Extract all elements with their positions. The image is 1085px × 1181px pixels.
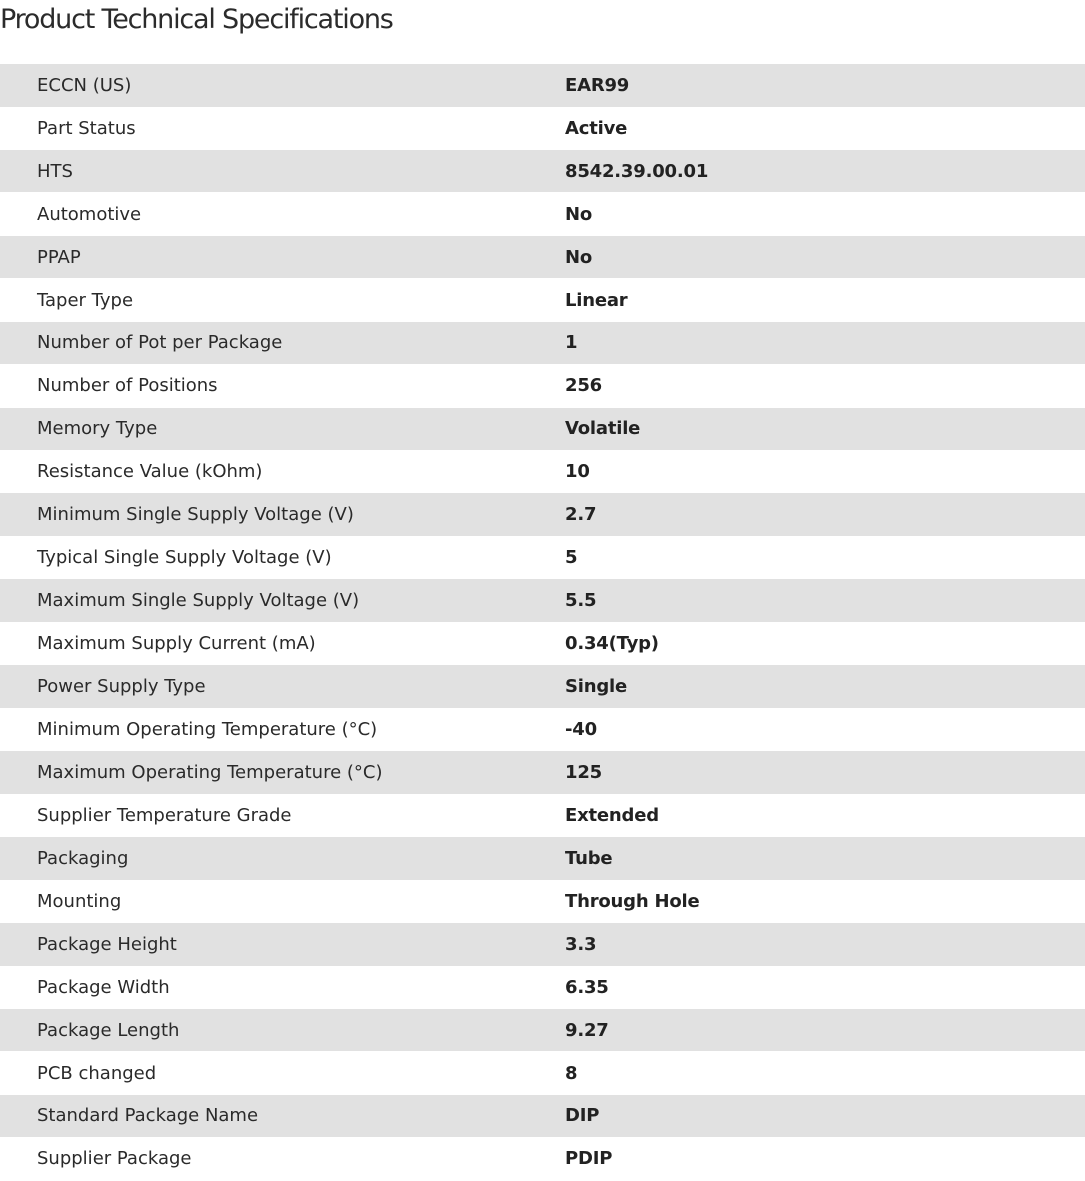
table-row: [0, 107, 1085, 150]
spec-label: PPAP: [0, 236, 565, 279]
spec-label: Mounting: [0, 880, 565, 923]
spec-value: 6.35: [565, 966, 1085, 1009]
spec-value: No: [565, 236, 1085, 279]
spec-value: -40: [565, 708, 1085, 751]
table-row: [0, 278, 1085, 321]
spec-label: Part Status: [0, 107, 565, 150]
spec-value: 3.3: [565, 923, 1085, 966]
specifications-table: [0, 64, 1085, 1181]
spec-value: No: [565, 192, 1085, 235]
table-row: [0, 1009, 1085, 1052]
specifications-table-body: [0, 64, 1085, 1181]
spec-label: Typical Single Supply Voltage (V): [0, 536, 565, 579]
spec-label: Packaging: [0, 837, 565, 880]
spec-label: HTS: [0, 150, 565, 193]
table-row: [0, 150, 1085, 193]
table-row: [0, 450, 1085, 493]
table-row: [0, 322, 1085, 365]
spec-label: Package Height: [0, 923, 565, 966]
spec-label: Minimum Single Supply Voltage (V): [0, 493, 565, 536]
spec-value: 5: [565, 536, 1085, 579]
spec-value: Tube: [565, 837, 1085, 880]
spec-value: Single: [565, 665, 1085, 708]
spec-label: Minimum Operating Temperature (°C): [0, 708, 565, 751]
spec-label: Standard Package Name: [0, 1095, 565, 1138]
spec-value: 9.27: [565, 1009, 1085, 1052]
spec-value: 256: [565, 364, 1085, 407]
table-row: [0, 364, 1085, 407]
table-row: [0, 1051, 1085, 1094]
spec-value: Linear: [565, 278, 1085, 321]
spec-value: 10: [565, 450, 1085, 493]
table-row: [0, 837, 1085, 880]
table-row: [0, 236, 1085, 279]
spec-label: Taper Type: [0, 278, 565, 321]
table-row: [0, 923, 1085, 966]
spec-label: Supplier Package: [0, 1137, 565, 1180]
table-row: [0, 1137, 1085, 1180]
table-row: [0, 408, 1085, 451]
spec-value: PDIP: [565, 1137, 1085, 1180]
spec-label: Maximum Supply Current (mA): [0, 622, 565, 665]
spec-label: ECCN (US): [0, 64, 565, 107]
spec-label: Package Length: [0, 1009, 565, 1052]
table-row: [0, 192, 1085, 235]
table-row: [0, 579, 1085, 622]
spec-label: Supplier Temperature Grade: [0, 794, 565, 837]
spec-value: 1: [565, 322, 1085, 365]
table-row: [0, 536, 1085, 579]
spec-value: 8: [565, 1051, 1085, 1094]
spec-value: 8542.39.00.01: [565, 150, 1085, 193]
spec-label: Maximum Operating Temperature (°C): [0, 751, 565, 794]
table-row: [0, 794, 1085, 837]
spec-value: 2.7: [565, 493, 1085, 536]
spec-value: Through Hole: [565, 880, 1085, 923]
spec-value: DIP: [565, 1095, 1085, 1138]
table-row: [0, 751, 1085, 794]
spec-value: EAR99: [565, 64, 1085, 107]
table-row: [0, 493, 1085, 536]
table-row: [0, 665, 1085, 708]
table-row: [0, 880, 1085, 923]
table-row: [0, 1095, 1085, 1138]
spec-label: Maximum Single Supply Voltage (V): [0, 579, 565, 622]
spec-label: PCB changed: [0, 1051, 565, 1094]
table-row: [0, 622, 1085, 665]
page-title: Product Technical Specifications: [0, 4, 393, 35]
spec-label: Number of Positions: [0, 364, 565, 407]
spec-value: Extended: [565, 794, 1085, 837]
spec-label: Automotive: [0, 192, 565, 235]
spec-value: 5.5: [565, 579, 1085, 622]
table-row: [0, 64, 1085, 107]
spec-label: Package Width: [0, 966, 565, 1009]
table-row: [0, 966, 1085, 1009]
spec-value: 0.34(Typ): [565, 622, 1085, 665]
spec-label: Power Supply Type: [0, 665, 565, 708]
spec-value: Active: [565, 107, 1085, 150]
spec-value: 125: [565, 751, 1085, 794]
spec-label: Number of Pot per Package: [0, 322, 565, 365]
table-row: [0, 708, 1085, 751]
spec-label: Memory Type: [0, 408, 565, 451]
spec-label: Resistance Value (kOhm): [0, 450, 565, 493]
spec-value: Volatile: [565, 408, 1085, 451]
